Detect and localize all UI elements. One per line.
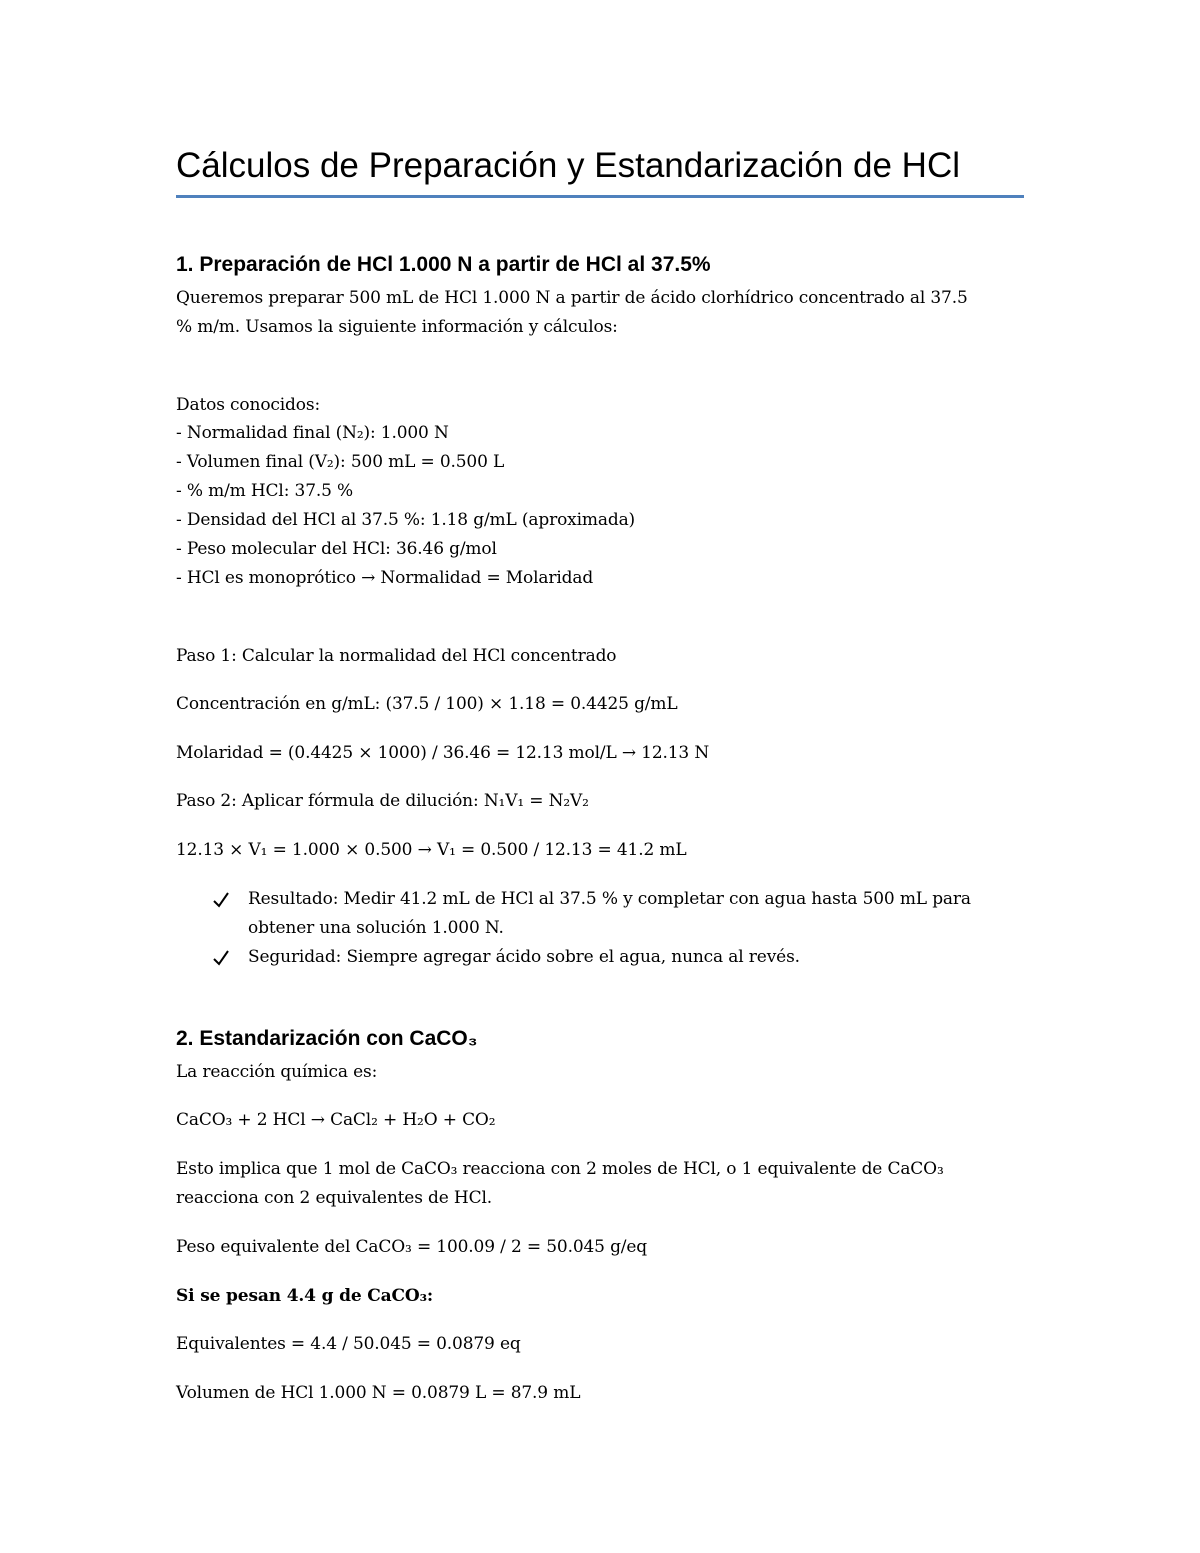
volume-calc: Volumen de HCl 1.000 N = 0.0879 L = 87.9 mL xyxy=(176,1383,581,1403)
known-item: - % m/m HCl: 37.5 % xyxy=(176,481,354,501)
known-data-label: Datos conocidos: xyxy=(176,395,321,415)
concentration-calc: Concentración en g/mL: (37.5 / 100) × 1.18 = 0.4425 g/mL xyxy=(176,694,678,714)
checkmark-icon xyxy=(212,891,230,909)
reaction-label: La reacción química es: xyxy=(176,1062,378,1082)
known-item: - Normalidad final (N₂): 1.000 N xyxy=(176,423,449,443)
weighed-sample: Si se pesan 4.4 g de CaCO₃: xyxy=(176,1286,434,1306)
result-line-2: obtener una solución 1.000 N. xyxy=(248,918,504,938)
reaction-equation: CaCO₃ + 2 HCl → CaCl₂ + H₂O + CO₂ xyxy=(176,1110,496,1130)
step-1: Paso 1: Calcular la normalidad del HCl concentrado xyxy=(176,646,617,666)
implies-line-2: reacciona con 2 equivalentes de HCl. xyxy=(176,1188,493,1208)
intro-line-2: % m/m. Usamos la siguiente información y cálculos: xyxy=(176,317,618,337)
equivalent-weight: Peso equivalente del CaCO₃ = 100.09 / 2 = 50.045 g/eq xyxy=(176,1237,648,1257)
dilution-calc: 12.13 × V₁ = 1.000 × 0.500 → V₁ = 0.500 / 12.13 = 41.2 mL xyxy=(176,840,687,860)
safety-note: Seguridad: Siempre agregar ácido sobre el agua, nunca al revés. xyxy=(248,947,800,967)
intro-line-1: Queremos preparar 500 mL de HCl 1.000 N a partir de ácido clorhídrico concentrado al 37.5 xyxy=(176,288,968,308)
known-item: - Peso molecular del HCl: 36.46 g/mol xyxy=(176,539,497,559)
known-item: - Densidad del HCl al 37.5 %: 1.18 g/mL (aproximada) xyxy=(176,510,636,530)
checkmark-icon xyxy=(212,949,230,967)
step-2: Paso 2: Aplicar fórmula de dilución: N₁V₁ = N₂V₂ xyxy=(176,791,589,811)
document-title: Cálculos de Preparación y Estandarización de HCl xyxy=(176,146,961,185)
molarity-calc: Molaridad = (0.4425 × 1000) / 36.46 = 12.13 mol/L → 12.13 N xyxy=(176,743,710,763)
known-item: - Volumen final (V₂): 500 mL = 0.500 L xyxy=(176,452,505,472)
known-item: - HCl es monoprótico → Normalidad = Molaridad xyxy=(176,568,594,588)
title-underline xyxy=(176,195,1024,198)
section-2-heading: 2. Estandarización con CaCO₃ xyxy=(176,1027,478,1050)
result-line-1: Resultado: Medir 41.2 mL de HCl al 37.5 % y completar con agua hasta 500 mL para xyxy=(248,889,971,909)
section-1-heading: 1. Preparación de HCl 1.000 N a partir de HCl al 37.5% xyxy=(176,253,711,276)
implies-line-1: Esto implica que 1 mol de CaCO₃ reacciona con 2 moles de HCl, o 1 equivalente de CaCO₃ xyxy=(176,1159,944,1179)
equivalents-calc: Equivalentes = 4.4 / 50.045 = 0.0879 eq xyxy=(176,1334,521,1354)
